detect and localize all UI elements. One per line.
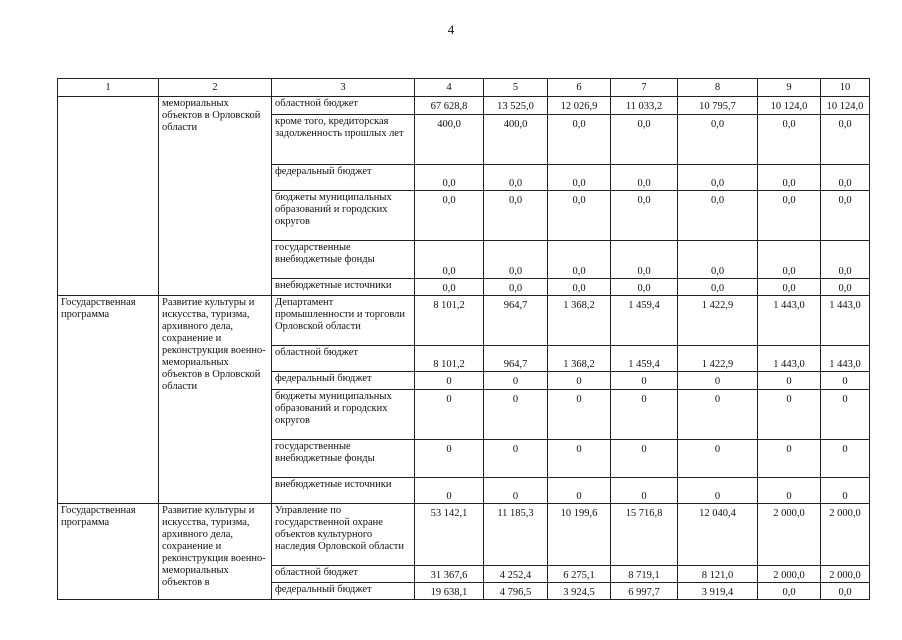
value-cell: 0,0 (821, 241, 870, 279)
funding-source-cell: бюджеты муниципальных образований и городских округов (272, 191, 415, 241)
value-cell: 0 (548, 440, 611, 478)
value-cell: 13 525,0 (484, 97, 548, 115)
value-cell: 0 (611, 390, 678, 440)
value-cell: 19 638,1 (415, 583, 484, 600)
column-header: 7 (611, 79, 678, 97)
value-cell: 8 719,1 (611, 566, 678, 583)
funding-source-cell: внебюджетные источники (272, 478, 415, 504)
value-cell: 0 (611, 440, 678, 478)
value-cell: 4 252,4 (484, 566, 548, 583)
value-cell: 0,0 (678, 191, 758, 241)
funding-source-cell: кроме того, кредиторская задолженность прошлых лет (272, 115, 415, 165)
value-cell: 0,0 (678, 115, 758, 165)
value-cell: 11 033,2 (611, 97, 678, 115)
table-row (58, 504, 870, 566)
value-cell: 0,0 (548, 241, 611, 279)
value-cell: 0,0 (548, 279, 611, 296)
value-cell: 0 (758, 440, 821, 478)
value-cell: 0,0 (548, 191, 611, 241)
budget-table (57, 78, 870, 600)
program-name-cell: мемориальных объектов в Орловской области (159, 97, 272, 296)
funding-source-cell: федеральный бюджет (272, 372, 415, 390)
value-cell: 0,0 (821, 115, 870, 165)
value-cell: 0 (415, 372, 484, 390)
value-cell: 10 124,0 (758, 97, 821, 115)
funding-source-cell: областной бюджет (272, 566, 415, 583)
funding-source-cell: областной бюджет (272, 97, 415, 115)
column-header: 3 (272, 79, 415, 97)
funding-source-cell: федеральный бюджет (272, 583, 415, 600)
value-cell: 0,0 (484, 241, 548, 279)
value-cell: 53 142,1 (415, 504, 484, 566)
funding-source-cell: Управление по государственной охране объектов культурного наследия Орловской области (272, 504, 415, 566)
value-cell: 0 (415, 440, 484, 478)
value-cell: 0,0 (611, 191, 678, 241)
value-cell: 1 422,9 (678, 346, 758, 372)
value-cell: 0,0 (821, 583, 870, 600)
value-cell: 2 000,0 (758, 504, 821, 566)
value-cell: 2 000,0 (821, 504, 870, 566)
column-header: 6 (548, 79, 611, 97)
value-cell: 0 (415, 390, 484, 440)
value-cell: 0,0 (758, 165, 821, 191)
value-cell: 8 121,0 (678, 566, 758, 583)
funding-source-cell: федеральный бюджет (272, 165, 415, 191)
column-header: 2 (159, 79, 272, 97)
value-cell: 0 (821, 372, 870, 390)
value-cell: 0,0 (758, 115, 821, 165)
value-cell: 0,0 (758, 191, 821, 241)
value-cell: 1 368,2 (548, 296, 611, 346)
value-cell: 1 443,0 (758, 346, 821, 372)
value-cell: 10 199,6 (548, 504, 611, 566)
value-cell: 0,0 (611, 165, 678, 191)
value-cell: 0,0 (821, 191, 870, 241)
value-cell: 1 459,4 (611, 346, 678, 372)
value-cell: 4 796,5 (484, 583, 548, 600)
value-cell: 1 443,0 (821, 296, 870, 346)
program-type-cell: Государственная программа (58, 504, 159, 600)
value-cell: 0 (611, 478, 678, 504)
column-header: 4 (415, 79, 484, 97)
value-cell: 0,0 (415, 241, 484, 279)
value-cell: 0,0 (758, 279, 821, 296)
value-cell: 0 (548, 372, 611, 390)
value-cell: 0 (611, 372, 678, 390)
value-cell: 964,7 (484, 346, 548, 372)
value-cell: 0,0 (821, 279, 870, 296)
value-cell: 0 (484, 390, 548, 440)
value-cell: 0 (758, 390, 821, 440)
column-header: 8 (678, 79, 758, 97)
value-cell: 0 (678, 390, 758, 440)
value-cell: 6 997,7 (611, 583, 678, 600)
funding-source-cell: областной бюджет (272, 346, 415, 372)
value-cell: 0,0 (484, 165, 548, 191)
value-cell: 964,7 (484, 296, 548, 346)
value-cell: 3 924,5 (548, 583, 611, 600)
value-cell: 1 368,2 (548, 346, 611, 372)
value-cell: 12 040,4 (678, 504, 758, 566)
page-number: 4 (447, 22, 455, 37)
value-cell: 1 443,0 (758, 296, 821, 346)
value-cell: 0,0 (548, 165, 611, 191)
value-cell: 10 795,7 (678, 97, 758, 115)
value-cell: 0,0 (484, 191, 548, 241)
value-cell: 0 (758, 372, 821, 390)
funding-source-cell: государственные внебюджетные фонды (272, 440, 415, 478)
value-cell: 8 101,2 (415, 296, 484, 346)
value-cell: 11 185,3 (484, 504, 548, 566)
value-cell: 0 (678, 372, 758, 390)
header-row (58, 79, 870, 97)
value-cell: 12 026,9 (548, 97, 611, 115)
value-cell: 0,0 (678, 241, 758, 279)
value-cell: 0 (821, 440, 870, 478)
value-cell: 0,0 (415, 165, 484, 191)
value-cell: 0,0 (758, 583, 821, 600)
table-row (58, 296, 870, 346)
value-cell: 0 (821, 390, 870, 440)
value-cell: 0,0 (548, 115, 611, 165)
funding-source-cell: государственные внебюджетные фонды (272, 241, 415, 279)
value-cell: 2 000,0 (758, 566, 821, 583)
program-name-cell: Развитие культуры и искусства, туризма, архивного дела, сохранение и реконструкция военно-мемориальных объектов в (159, 504, 272, 600)
value-cell: 0,0 (415, 279, 484, 296)
value-cell: 0 (678, 478, 758, 504)
value-cell: 8 101,2 (415, 346, 484, 372)
value-cell: 0,0 (678, 279, 758, 296)
value-cell: 1 459,4 (611, 296, 678, 346)
value-cell: 0 (548, 478, 611, 504)
value-cell: 0 (678, 440, 758, 478)
value-cell: 0,0 (678, 165, 758, 191)
value-cell: 10 124,0 (821, 97, 870, 115)
value-cell: 0 (758, 478, 821, 504)
value-cell: 15 716,8 (611, 504, 678, 566)
program-name-cell: Развитие культуры и искусства, туризма, архивного дела, сохранение и реконструкция военно-мемориальных объектов в Орловской области (159, 296, 272, 504)
value-cell: 0,0 (611, 279, 678, 296)
value-cell: 0 (484, 440, 548, 478)
value-cell: 0,0 (611, 241, 678, 279)
value-cell: 6 275,1 (548, 566, 611, 583)
value-cell: 0,0 (821, 165, 870, 191)
value-cell: 0,0 (758, 241, 821, 279)
program-type-cell (58, 97, 159, 296)
value-cell: 0,0 (415, 191, 484, 241)
column-header: 9 (758, 79, 821, 97)
value-cell: 3 919,4 (678, 583, 758, 600)
value-cell: 0 (484, 478, 548, 504)
value-cell: 400,0 (415, 115, 484, 165)
funding-source-cell: внебюджетные источники (272, 279, 415, 296)
value-cell: 0 (484, 372, 548, 390)
value-cell: 0 (821, 478, 870, 504)
table-row (58, 97, 870, 115)
column-header: 10 (821, 79, 870, 97)
value-cell: 67 628,8 (415, 97, 484, 115)
column-header: 5 (484, 79, 548, 97)
funding-source-cell: Департамент промышленности и торговли Орловской области (272, 296, 415, 346)
value-cell: 0,0 (611, 115, 678, 165)
value-cell: 1 443,0 (821, 346, 870, 372)
value-cell: 0 (548, 390, 611, 440)
column-header: 1 (58, 79, 159, 97)
value-cell: 2 000,0 (821, 566, 870, 583)
funding-source-cell: бюджеты муниципальных образований и городских округов (272, 390, 415, 440)
value-cell: 31 367,6 (415, 566, 484, 583)
value-cell: 1 422,9 (678, 296, 758, 346)
value-cell: 0,0 (484, 279, 548, 296)
value-cell: 0 (415, 478, 484, 504)
value-cell: 400,0 (484, 115, 548, 165)
program-type-cell: Государственная программа (58, 296, 159, 504)
